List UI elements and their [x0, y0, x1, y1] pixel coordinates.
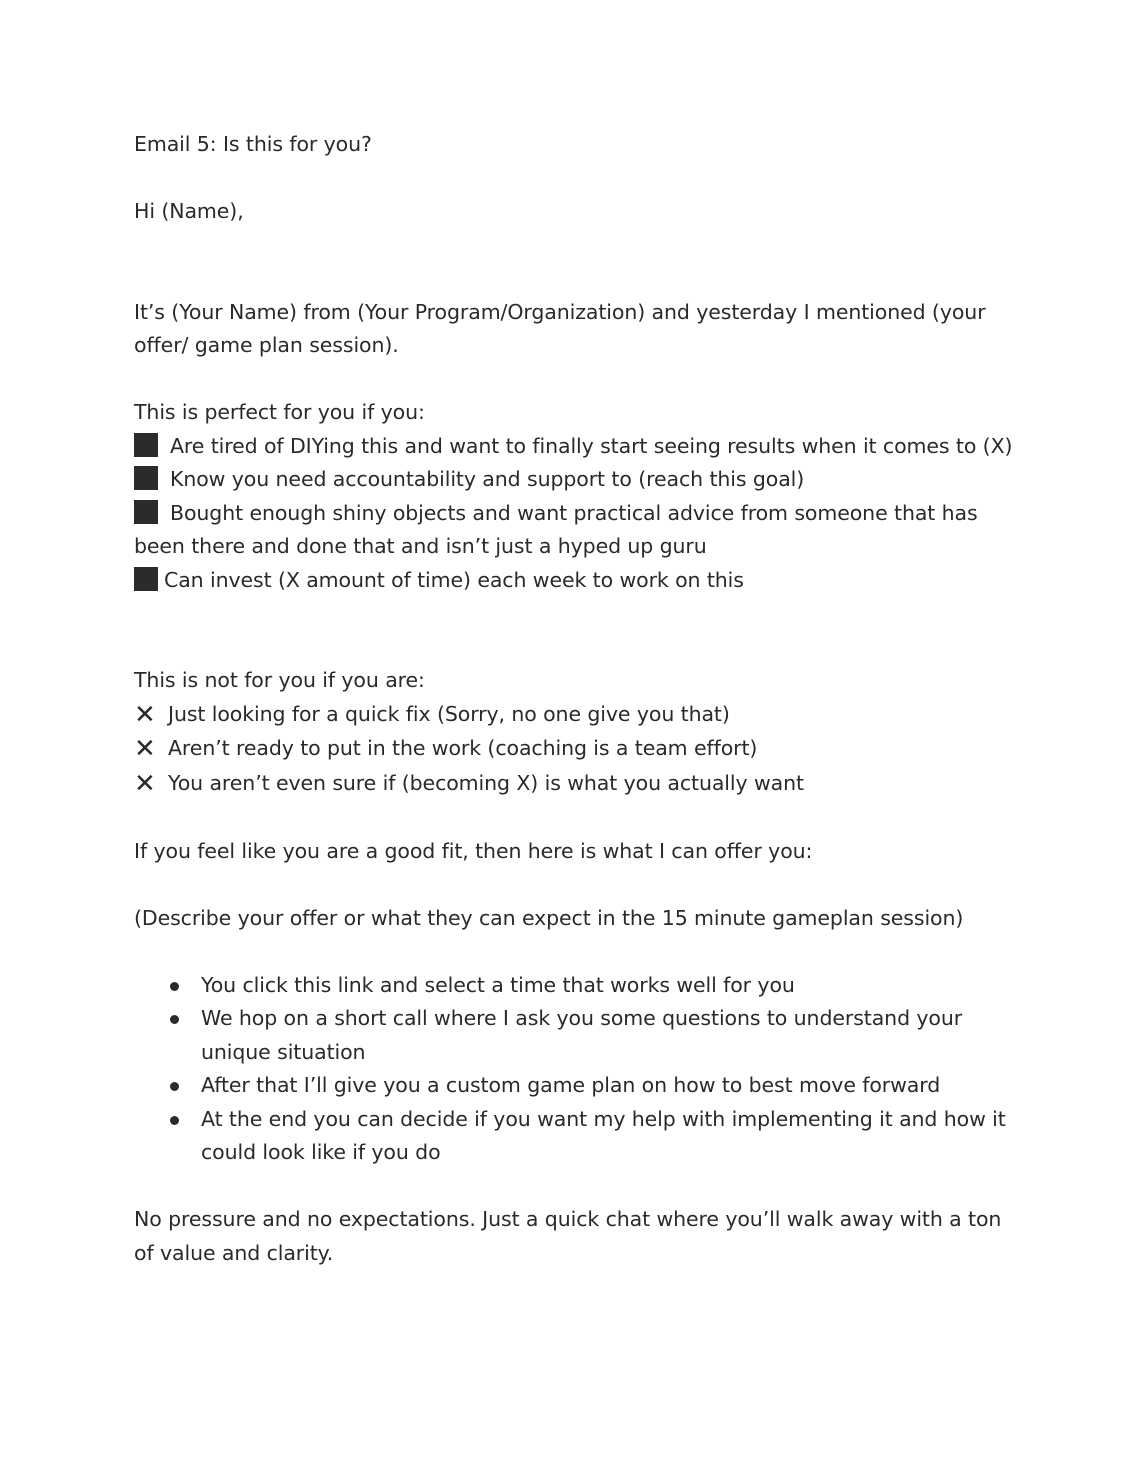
perfect-item-text: Are tired of DIYing this and want to finally start seeing results when it comes to (X) [170, 433, 1013, 458]
step-text: At the end you can decide if you want my help with implementing it and how it could look like if you do [201, 1106, 1006, 1164]
bullet-icon [170, 1015, 179, 1024]
perfect-item [134, 497, 1014, 564]
perfect-item [134, 463, 1014, 497]
perfect-item [134, 564, 1014, 598]
bullet-icon [170, 982, 179, 991]
perfect-item [134, 430, 1014, 464]
email-document [134, 128, 1014, 1270]
not-heading: This is not for you if you are: [134, 668, 425, 692]
list-item [201, 1103, 1014, 1170]
not-item [134, 732, 1014, 767]
perfect-item-text: Can invest (X amount of time) each week to work on this [164, 567, 744, 592]
cross-mark-icon: ✕ [134, 734, 156, 764]
greeting: Hi (Name), [134, 199, 244, 223]
black-square-icon [134, 433, 158, 457]
not-item-text: Just looking for a quick fix (Sorry, no one give you that) [168, 701, 730, 726]
perfect-item-text: Know you need accountability and support to (reach this goal) [170, 467, 805, 491]
not-item-text: Aren’t ready to put in the work (coaching is a team effort) [168, 736, 758, 760]
closing-paragraph: No pressure and no expectations. Just a quick chat where you’ll walk away with a ton of value and clarity. [134, 1207, 1002, 1265]
black-square-icon [134, 466, 158, 490]
perfect-heading: This is perfect for you if you: [134, 400, 425, 424]
cross-mark-icon: ✕ [134, 699, 156, 730]
email-subject: Email 5: Is this for you? [134, 132, 372, 156]
perfect-item-text: Bought enough shiny objects and want practical advice from someone that has been there and done that and isn’t just a hyped up guru [134, 500, 978, 558]
steps-list [134, 969, 1014, 1170]
black-square-icon [134, 567, 158, 591]
bullet-icon [170, 1116, 179, 1125]
intro-paragraph: It’s (Your Name) from (Your Program/Organization) and yesterday I mentioned (your offer/ game plan session). [134, 299, 986, 357]
list-item [201, 969, 1014, 1003]
black-square-icon [134, 500, 158, 524]
list-item [201, 1002, 1014, 1069]
bullet-icon [170, 1082, 179, 1091]
step-text: After that I’ll give you a custom game plan on how to best move forward [201, 1073, 941, 1097]
list-item [201, 1069, 1014, 1103]
not-item [134, 698, 1014, 733]
describe-line: (Describe your offer or what they can expect in the 15 minute gameplan session) [134, 905, 964, 930]
step-text: You click this link and select a time that works well for you [201, 972, 795, 997]
cross-mark-icon: ✕ [134, 768, 156, 799]
not-item-text: You aren’t even sure if (becoming X) is what you actually want [168, 770, 804, 795]
step-text: We hop on a short call where I ask you some questions to understand your unique situation [201, 1006, 963, 1064]
not-item [134, 767, 1014, 802]
fit-line: If you feel like you are a good fit, then here is what I can offer you: [134, 838, 813, 863]
